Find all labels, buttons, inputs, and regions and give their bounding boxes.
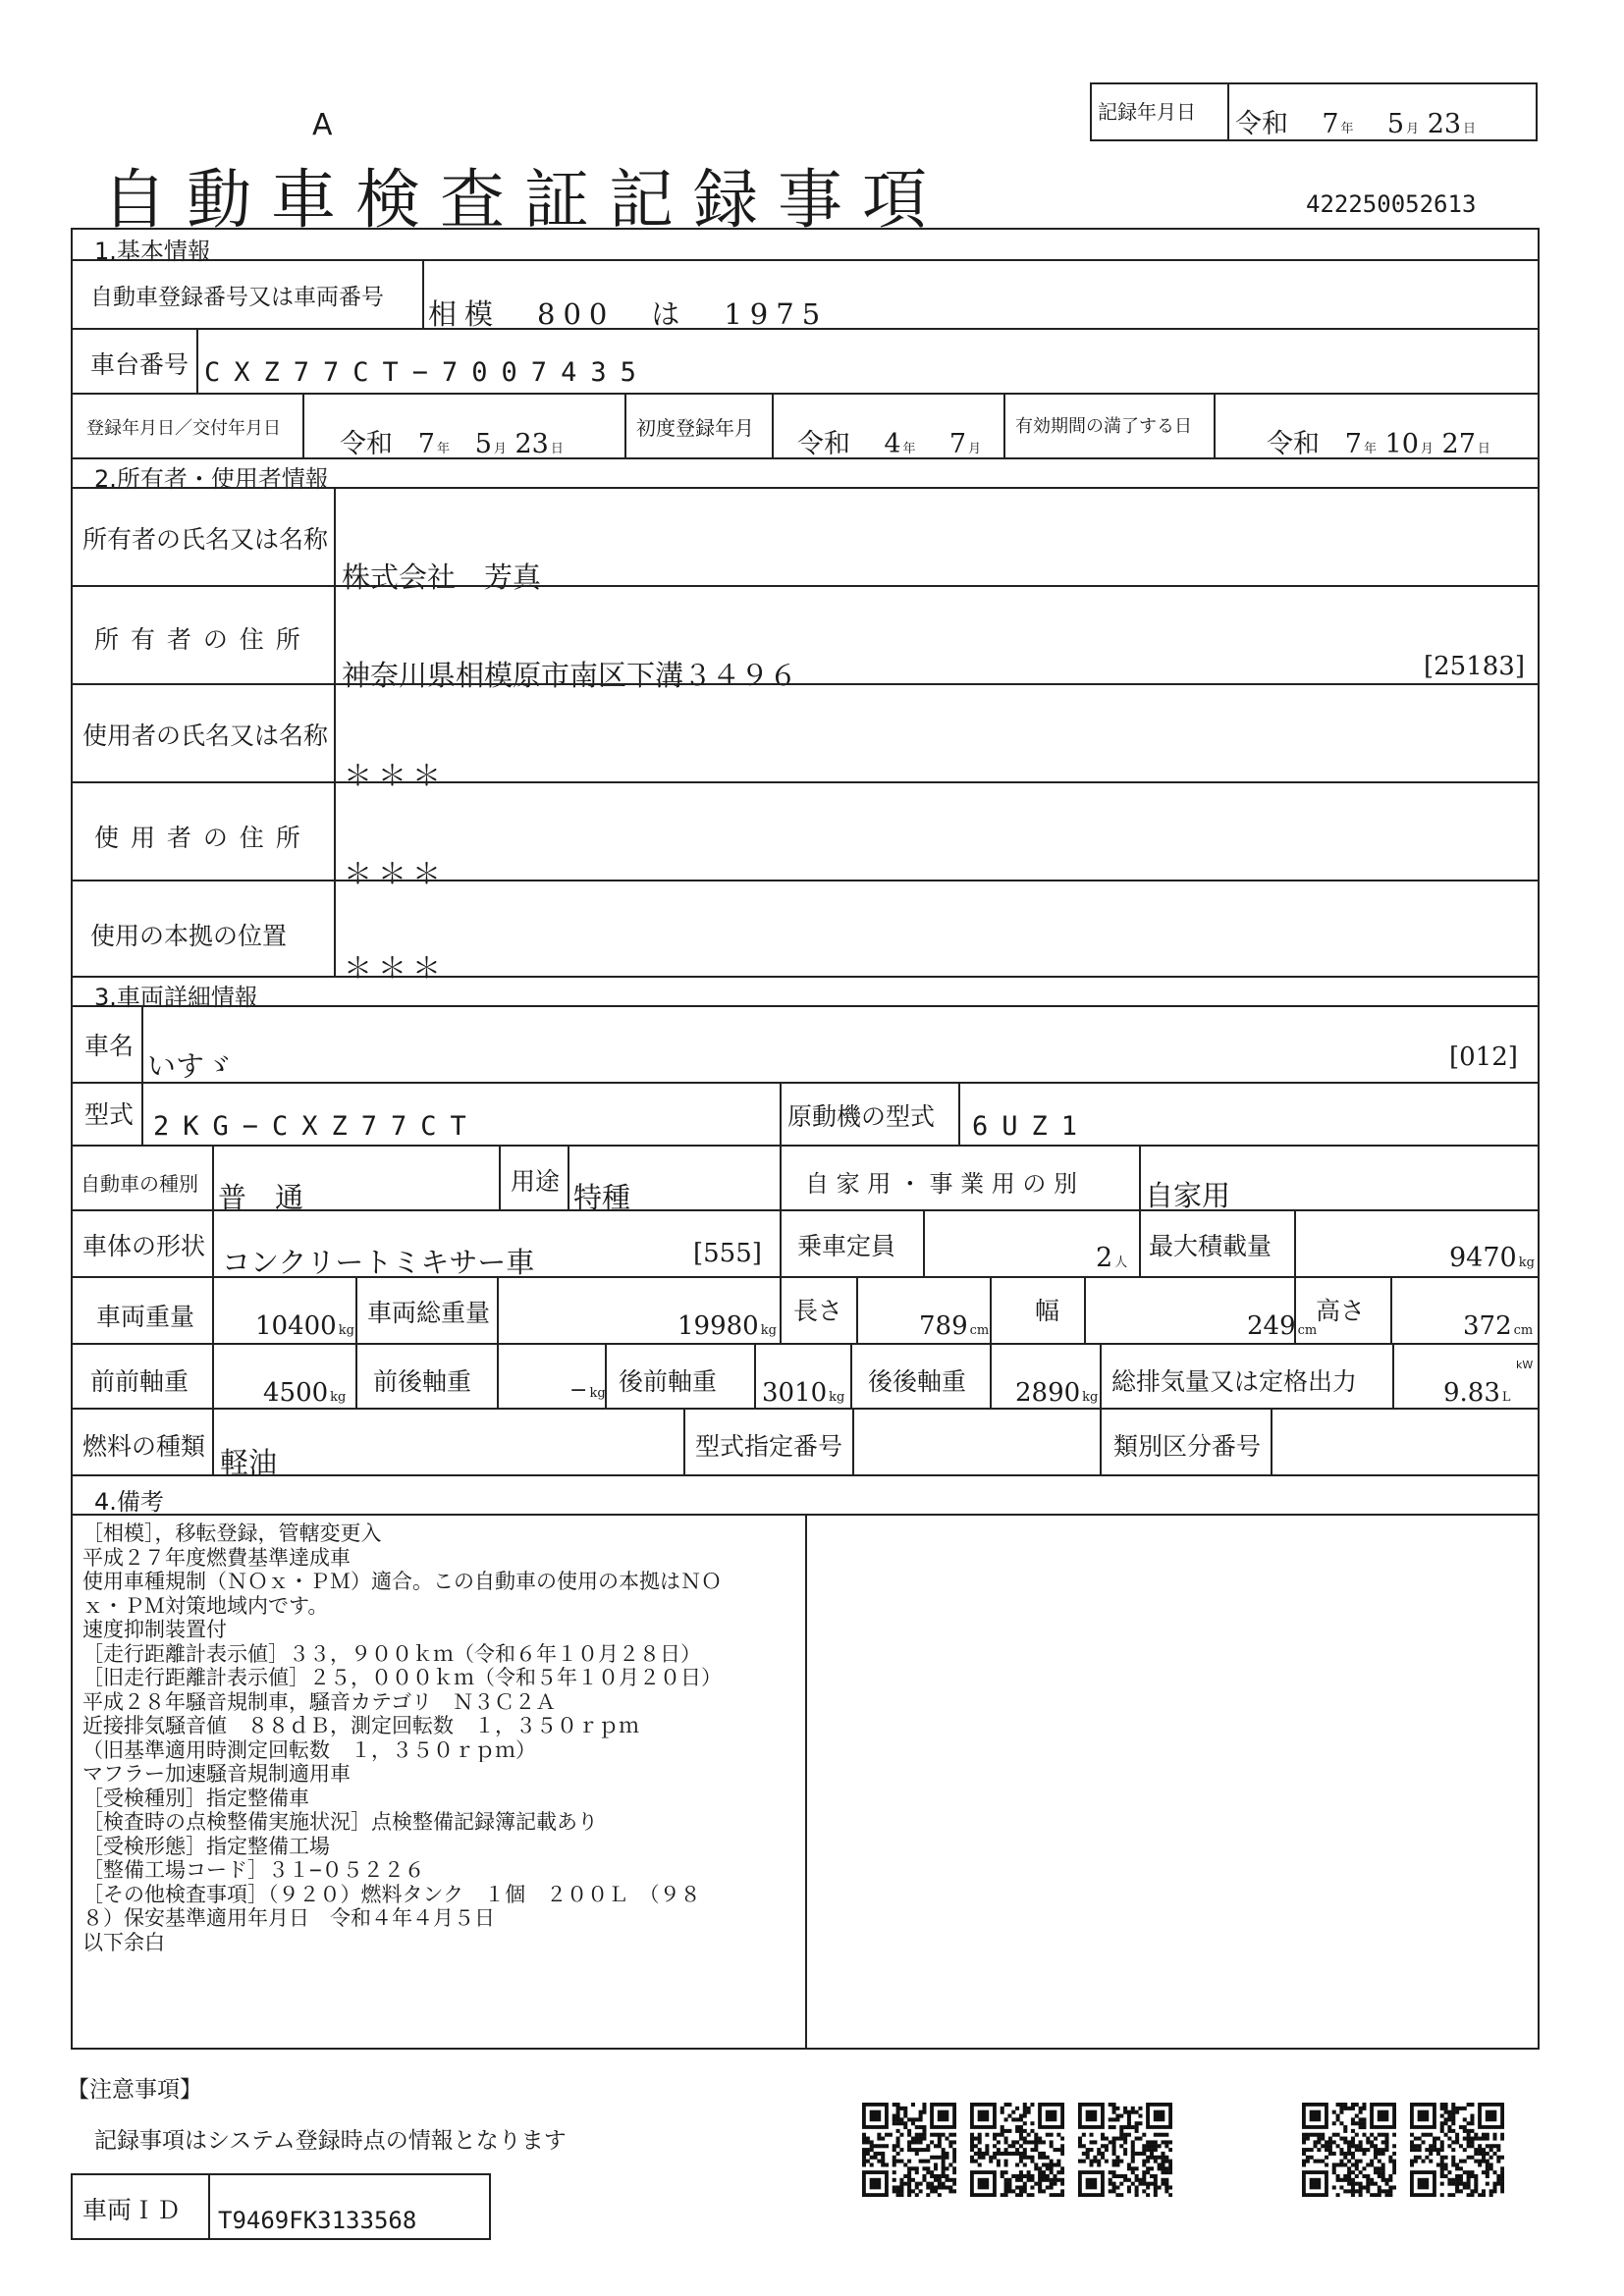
remarks-line: ８）保安基準適用年月日 令和４年４月５日 [82,1906,495,1930]
weight-label: 車両重量 [96,1303,195,1331]
record-date-label: 記録年月日 [1098,100,1196,124]
chassis-label: 車台番号 [90,350,189,379]
purpose-label: 自 家 用 ・ 事 業 用 の 別 [805,1170,1078,1198]
fr-axle-label: 前後軸重 [373,1367,472,1396]
use-value: 特種 [573,1181,631,1214]
owner-name-value: 株式会社 芳真 [342,561,542,594]
owner-name-label: 所有者の氏名又は名称 [82,525,329,554]
qr-code-5 [1410,2103,1504,2197]
remarks-line: 平成２８年騒音規制車，騒音カテゴリ Ｎ３Ｃ２Ａ [82,1689,557,1714]
rr-axle-label: 後後軸重 [868,1367,967,1396]
document-number: 422250052613 [1306,190,1477,218]
class-number-label: 類別区分番号 [1113,1432,1262,1461]
record-date-value: 令和 7 年 5 月 23 日 [1235,109,1477,139]
fuel-label: 燃料の種類 [82,1432,206,1461]
displacement-value: 9.83 L [1443,1378,1511,1408]
first-reg-value: 令和 4 年 7 月 [797,429,982,459]
expiry-value: 令和 7 年 10 月 27 日 [1267,429,1490,459]
body-value: コンクリートミキサー車 [222,1246,535,1279]
height-value: 372 cm [1463,1311,1534,1341]
width-value: 249 cm [1247,1311,1318,1341]
use-label: 用途 [511,1167,561,1196]
section3-heading: 3.車両詳細情報 [94,984,258,1011]
remarks-line: マフラー加速騒音規制適用車 [82,1762,351,1786]
body-code: [555] [693,1239,762,1268]
user-name-value: ＊＊＊ [344,759,448,792]
section4-heading: 4.備考 [94,1488,164,1516]
max-load-value: 9470 kg [1449,1243,1535,1273]
ff-axle-value: 4500 kg [263,1378,347,1408]
reg-number-label: 自動車登録番号又は車両番号 [90,285,384,310]
displacement-label: 総排気量又は定格出力 [1111,1367,1358,1396]
remarks-line: ［受検種別］指定整備車 [82,1786,309,1810]
engine-value: 6UZ1 [972,1111,1092,1142]
gross-weight-value: 19980 kg [677,1311,777,1341]
length-label: 長さ [793,1297,843,1325]
model-value: 2KG−CXZ77CT [153,1111,480,1142]
qr-code-2 [970,2103,1064,2197]
remarks-block [82,1522,805,1954]
owner-address-code: [25183] [1424,652,1525,681]
fr-axle-value: − kg [569,1378,606,1403]
reg-date-value: 令和 7 年 5 月 23 日 [340,429,564,459]
body-label: 車体の形状 [82,1232,206,1260]
make-code: [012] [1449,1042,1518,1072]
gross-weight-label: 車両総重量 [367,1299,491,1327]
notice-heading: 【注意事項】 [67,2077,202,2103]
reg-number-value: 相模 800 は 1975 [428,297,829,331]
rf-axle-label: 後前軸重 [619,1367,718,1396]
owner-address-label: 所 有 者 の 住 所 [94,625,302,654]
qr-code-4 [1302,2103,1396,2197]
rr-axle-value: 2890 kg [1015,1378,1099,1408]
vehicle-id-label: 車両ＩＤ [82,2196,182,2224]
type-number-label: 型式指定番号 [695,1432,843,1461]
user-address-label: 使 用 者 の 住 所 [94,824,302,852]
make-value: いすゞ [147,1049,234,1083]
make-label: 車名 [84,1032,135,1060]
capacity-value: 2 人 [1096,1243,1128,1273]
remarks-line: ［相模］，移転登録，管轄変更入 [82,1522,382,1545]
remarks-line: （旧基準適用時測定回転数 １，３５０ｒｐｍ） [82,1737,536,1762]
chassis-value: CXZ77CT−7007435 [204,357,650,388]
height-label: 高さ [1316,1297,1366,1325]
capacity-label: 乗車定員 [797,1232,896,1260]
kind-value: 普 通 [218,1181,304,1214]
expiry-label: 有効期間の満了する日 [1015,416,1192,437]
remarks-line: ［旧走行距離計表示値］２５，０００ｋｍ（令和５年１０月２０日） [82,1666,722,1689]
section2-heading: 2.所有者・使用者情報 [94,465,329,493]
remarks-line: ［整備工場コード］３１−０５２２６ [82,1858,425,1882]
remarks-line: 速度抑制装置付 [82,1618,227,1641]
qr-code-1 [862,2103,956,2197]
vehicle-id-value: T9469FK3133568 [218,2207,417,2234]
length-value: 789 cm [919,1311,990,1341]
base-location-label: 使用の本拠の位置 [90,922,288,950]
owner-address-value: 神奈川県相模原市南区下溝３４９６ [342,659,798,692]
max-load-label: 最大積載量 [1149,1232,1272,1260]
displacement-unit-kw: kW [1516,1359,1534,1371]
remarks-line: ［その他検査事項］（９２０）燃料タンク １個 ２００Ｌ （９８ [82,1882,701,1906]
qr-code-3 [1078,2103,1172,2197]
ff-axle-label: 前前軸重 [90,1367,189,1396]
base-location-value: ＊＊＊ [344,951,448,985]
remarks-line: ［受検形態］指定整備工場 [82,1834,330,1858]
notice-text: 記録事項はシステム登録時点の情報となります [94,2128,567,2154]
first-reg-label: 初度登録年月 [636,416,754,440]
remarks-line: 平成２７年度燃費基準達成車 [82,1545,351,1570]
remarks-line: 以下余白 [82,1930,165,1954]
kind-label: 自動車の種別 [81,1172,198,1196]
remarks-line: ｘ・ＰＭ対策地域内です。 [82,1593,329,1618]
model-label: 型式 [84,1100,135,1129]
remarks-line: ［検査時の点検整備実施状況］点検整備記録簿記載あり [82,1810,598,1834]
document-title: 自動車検査証記録事項 [102,162,947,238]
width-label: 幅 [1035,1297,1060,1325]
user-name-label: 使用者の氏名又は名称 [82,721,329,750]
section1-heading: 1.基本情報 [94,238,211,265]
rf-axle-value: 3010 kg [762,1378,845,1408]
weight-value: 10400 kg [255,1311,354,1341]
engine-label: 原動機の型式 [787,1102,936,1131]
remarks-line: 使用車種規制（ＮＯｘ・ＰＭ）適合。この自動車の使用の本拠はＮＯ [82,1570,722,1593]
user-address-value: ＊＊＊ [344,857,448,890]
purpose-value: 自家用 [1145,1179,1231,1212]
fuel-value: 軽油 [220,1446,278,1479]
remarks-line: ［走行距離計表示値］３３，９００ｋｍ（令和６年１０月２８日） [82,1641,701,1666]
form-code: A [312,108,333,142]
reg-date-label: 登録年月日／交付年月日 [86,418,281,439]
remarks-line: 近接排気騒音値 ８８ｄＢ，測定回転数 １，３５０ｒｐｍ [82,1714,639,1737]
